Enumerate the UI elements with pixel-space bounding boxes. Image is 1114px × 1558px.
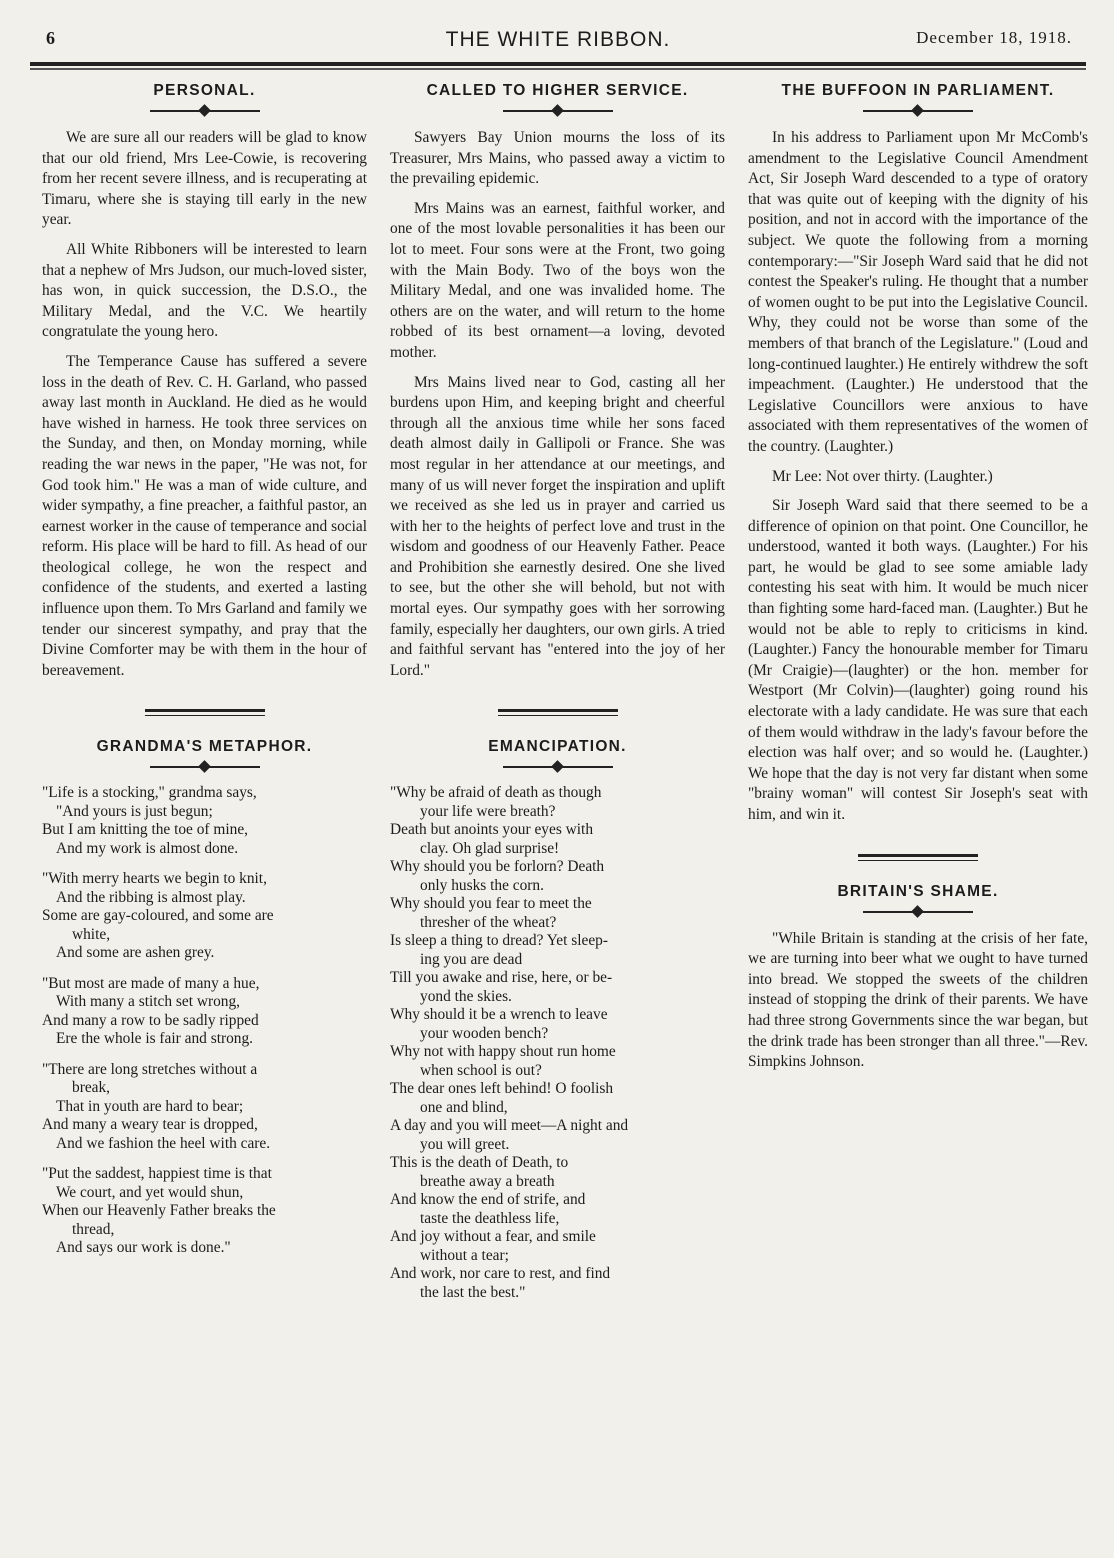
poem-line: And work, nor care to rest, and find xyxy=(390,1265,611,1283)
poem-line: you will greet. xyxy=(420,1135,510,1153)
emancipation-poem xyxy=(390,784,725,1302)
header-rule-thin xyxy=(30,68,1086,70)
britain-paragraph: "While Britain is standing at the crisis of her fate, we are turning into beer what we ought to have turned into bread. We stopped the sweets of the children instead of stopping the drink of their parents. We have had three strong Governments since the war began, but the drink trade has been stronger than all three."—Rev. Simpkins Johnson. xyxy=(748,929,1088,1071)
buffoon-paragraph: Mr Lee: Not over thirty. (Laughter.) xyxy=(772,467,993,485)
poem-line: We court, and yet would shun, xyxy=(56,1183,244,1201)
personal-paragraph: We are sure all our readers will be glad to know that our old friend, Mrs Lee-Cowie, is recovering from her recent severe illness, and is recuperating at Timaru, where she is staying till early in the new year. xyxy=(42,129,367,229)
heading-ornament xyxy=(863,905,973,919)
poem-line: Some are gay-coloured, and some are xyxy=(42,907,274,925)
poem-line: thresher of the wheat? xyxy=(420,913,557,931)
page-header xyxy=(30,22,1086,56)
poem-line: And many a weary tear is dropped, xyxy=(42,1116,258,1134)
heading-ornament xyxy=(150,760,260,774)
poem-line: your wooden bench? xyxy=(420,1024,549,1042)
heading-ornament xyxy=(150,104,260,118)
section-separator xyxy=(498,709,618,716)
column-right xyxy=(748,82,1088,1082)
poem-line: clay. Oh glad surprise! xyxy=(420,839,560,857)
poem-line: one and blind, xyxy=(420,1098,508,1116)
poem-line: And the ribbing is almost play. xyxy=(56,888,246,906)
poem-line: only husks the corn. xyxy=(420,876,544,894)
heading-ornament xyxy=(863,104,973,118)
column-middle xyxy=(390,82,725,1314)
poem-line: Ere the whole is fair and strong. xyxy=(56,1030,254,1048)
poem-line: With many a stitch set wrong, xyxy=(56,993,241,1011)
poem-line: ing you are dead xyxy=(420,950,523,968)
poem-line: "With merry hearts we begin to knit, xyxy=(42,870,267,888)
heading-ornament xyxy=(503,760,613,774)
poem-line: break, xyxy=(72,1079,111,1097)
poem-line: And says our work is done." xyxy=(56,1239,231,1257)
header-rule xyxy=(30,62,1086,66)
personal-paragraph: The Temperance Cause has suffered a severe loss in the death of Rev. C. H. Garland, who passed away last month in Auckland. He died as he would have wished in harness. He took three services on the Sunday, and then, on Monday morning, while reading the war news in the paper, "He was not, for God took him." He was a man of wide culture, and wider sympathy, a fine preacher, a faithful pastor, an earnest worker in the cause of temperance and social reform. His place will be hard to fill. As head of our theological college, he won the respect and confidence of the students, and exerted a lasting influence upon them. To Mrs Garland and family we tender our sincerest sympathy, and pray that the Divine Comforter may be with them in the hour of bereavement. xyxy=(42,352,367,679)
column-left xyxy=(42,82,367,1270)
poem-line: yond the skies. xyxy=(420,987,512,1005)
poem-line: Why should you fear to meet the xyxy=(390,895,592,913)
page-number: 6 xyxy=(46,28,55,48)
poem-line: Death but anoints your eyes with xyxy=(390,821,594,839)
poem-stanza xyxy=(42,1165,367,1258)
heading-ornament xyxy=(503,104,613,118)
called-paragraph: Sawyers Bay Union mourns the loss of its Treasurer, Mrs Mains, who passed away a victim to the prevailing epidemic. xyxy=(390,129,725,188)
emancipation-heading: EMANCIPATION. xyxy=(488,738,627,756)
grandma-heading: GRANDMA'S METAPHOR. xyxy=(96,738,313,756)
poem-line: The dear ones left behind! O foolish xyxy=(390,1080,614,1098)
section-separator xyxy=(858,854,978,861)
poem-line: And joy without a fear, and smile xyxy=(390,1228,596,1246)
poem-line: But I am knitting the toe of mine, xyxy=(42,821,249,839)
poem-line: white, xyxy=(72,925,111,943)
poem-stanza xyxy=(42,1061,367,1154)
poem-line: your life were breath? xyxy=(420,802,556,820)
poem-line: And we fashion the heel with care. xyxy=(56,1134,271,1152)
poem-stanza xyxy=(42,784,367,858)
section-separator xyxy=(145,709,265,716)
poem-line: "And yours is just begun; xyxy=(56,802,213,820)
poem-line: without a tear; xyxy=(420,1246,509,1264)
poem-line: "Put the saddest, happiest time is that xyxy=(42,1165,272,1183)
poem-stanza xyxy=(42,870,367,963)
called-heading: CALLED TO HIGHER SERVICE. xyxy=(426,82,689,99)
personal-heading: PERSONAL. xyxy=(153,82,256,99)
poem-line: taste the deathless life, xyxy=(420,1209,560,1227)
issue-date: December 18, 1918. xyxy=(916,28,1072,47)
poem-line: A day and you will meet—A night and xyxy=(390,1117,629,1135)
poem-line: That in youth are hard to bear; xyxy=(56,1097,244,1115)
poem-line: Why should you be forlorn? Death xyxy=(390,858,605,876)
poem-line: thread, xyxy=(72,1220,115,1238)
poem-line: the last the best." xyxy=(420,1283,526,1301)
poem-line: Till you awake and rise, here, or be- xyxy=(390,969,613,987)
masthead-title: THE WHITE RIBBON. xyxy=(445,28,671,51)
poem-line: "Life is a stocking," grandma says, xyxy=(42,784,257,802)
poem-line: Is sleep a thing to dread? Yet sleep- xyxy=(390,932,608,950)
poem-line: And many a row to be sadly ripped xyxy=(42,1011,259,1029)
buffoon-paragraph: In his address to Parliament upon Mr McComb's amendment to the Legislative Council Amendment Act, Sir Joseph Ward descended to a type of oratory that was quite out of keeping with the dignity of his position, and not in accord with the importance of the subject. We quote the following from a morning contemporary:—"Sir Joseph Ward said that he did not contest the Speaker's ruling. He thought that a number of women ought to be put into the Legislative Council. Why, they could not be worse than some of the members of that branch of the Legislature." (Loud and long-continued laughter.) He entirely withdrew the soft impeachment. (Laughter.) He understood that the Legislative Councillors were anxious to have associated with them representatives of the women of the country. (Laughter.) xyxy=(748,129,1088,455)
poem-line: "There are long stretches without a xyxy=(42,1060,258,1078)
poem-line: And know the end of strife, and xyxy=(390,1191,586,1209)
personal-paragraph: All White Ribboners will be interested to learn that a nephew of Mrs Judson, our much-loved sister, has won, in quick succession, the D.S.O., the Military Medal, and the V.C. We heartily congratulate the young hero. xyxy=(42,240,367,341)
poem-line: breathe away a breath xyxy=(420,1172,555,1190)
poem-line: "Why be afraid of death as though xyxy=(390,784,602,802)
poem-line: Why should it be a wrench to leave xyxy=(390,1006,608,1024)
buffoon-heading: THE BUFFOON IN PARLIAMENT. xyxy=(781,82,1055,99)
buffoon-paragraph: Sir Joseph Ward said that there seemed to be a difference of opinion on that point. One Councillor, he understood, wanted it both ways. (Laughter.) For his part, he would be glad to see some amiable lady contesting his seat with him. It would be much nicer than fighting some hard-faced man. (Laughter.) But he would not be able to reply to criticisms in kind. (Laughter.) Fancy the honourable member for Timaru (Mr Craigie)—(laughter) or the hon. member for Westport (Mr Colvin)—(laughter) going round his electorate with a lady candidate. He was sure that each of them would withdraw in the lady's favour before the election was half over; and so would he. (Laughter.) We hope that the day is not very far distant when some "brainy woman" will contest Sir Joseph's seat with him, and win it. xyxy=(748,497,1088,823)
poem-line: This is the death of Death, to xyxy=(390,1154,569,1172)
poem-line: when school is out? xyxy=(420,1061,542,1079)
britain-heading: BRITAIN'S SHAME. xyxy=(837,882,999,900)
called-paragraph: Mrs Mains was an earnest, faithful worker, and one of the most lovable personalities it has been our lot to meet. Four sons were at the Front, two going with the Main Body. Two of the boys won the Military Medal, and one was invalided home. The others are on the water, and will return to the home robbed of its best ornament—a loving, devoted mother. xyxy=(390,199,725,361)
poem-line: And some are ashen grey. xyxy=(56,944,215,962)
poem-line: Why not with happy shout run home xyxy=(390,1043,616,1061)
poem-line: And my work is almost done. xyxy=(56,839,239,857)
called-paragraph: Mrs Mains lived near to God, casting all her burdens upon Him, and keeping bright and cheerful through all the anxious time while her sons faced death almost daily in Gallipoli or France. She was most regular in her attendance at our meetings, and many of us will never forget the inspiration and uplift we received as she led us in prayer and carried us with her to the heights of perfect love and trust in the wisdom and goodness of our Heavenly Father. Peace and Prohibition she earnestly desired. One she lived to see, but the other she will behold, but not with mortal eyes. Our sympathy goes with her sorrowing family, especially her daughters, our own girls. A tried and faithful servant has "entered into the joy of her Lord." xyxy=(390,373,725,679)
poem-line: "But most are made of many a hue, xyxy=(42,974,260,992)
poem-stanza xyxy=(42,975,367,1049)
poem-line: When our Heavenly Father breaks the xyxy=(42,1202,276,1220)
